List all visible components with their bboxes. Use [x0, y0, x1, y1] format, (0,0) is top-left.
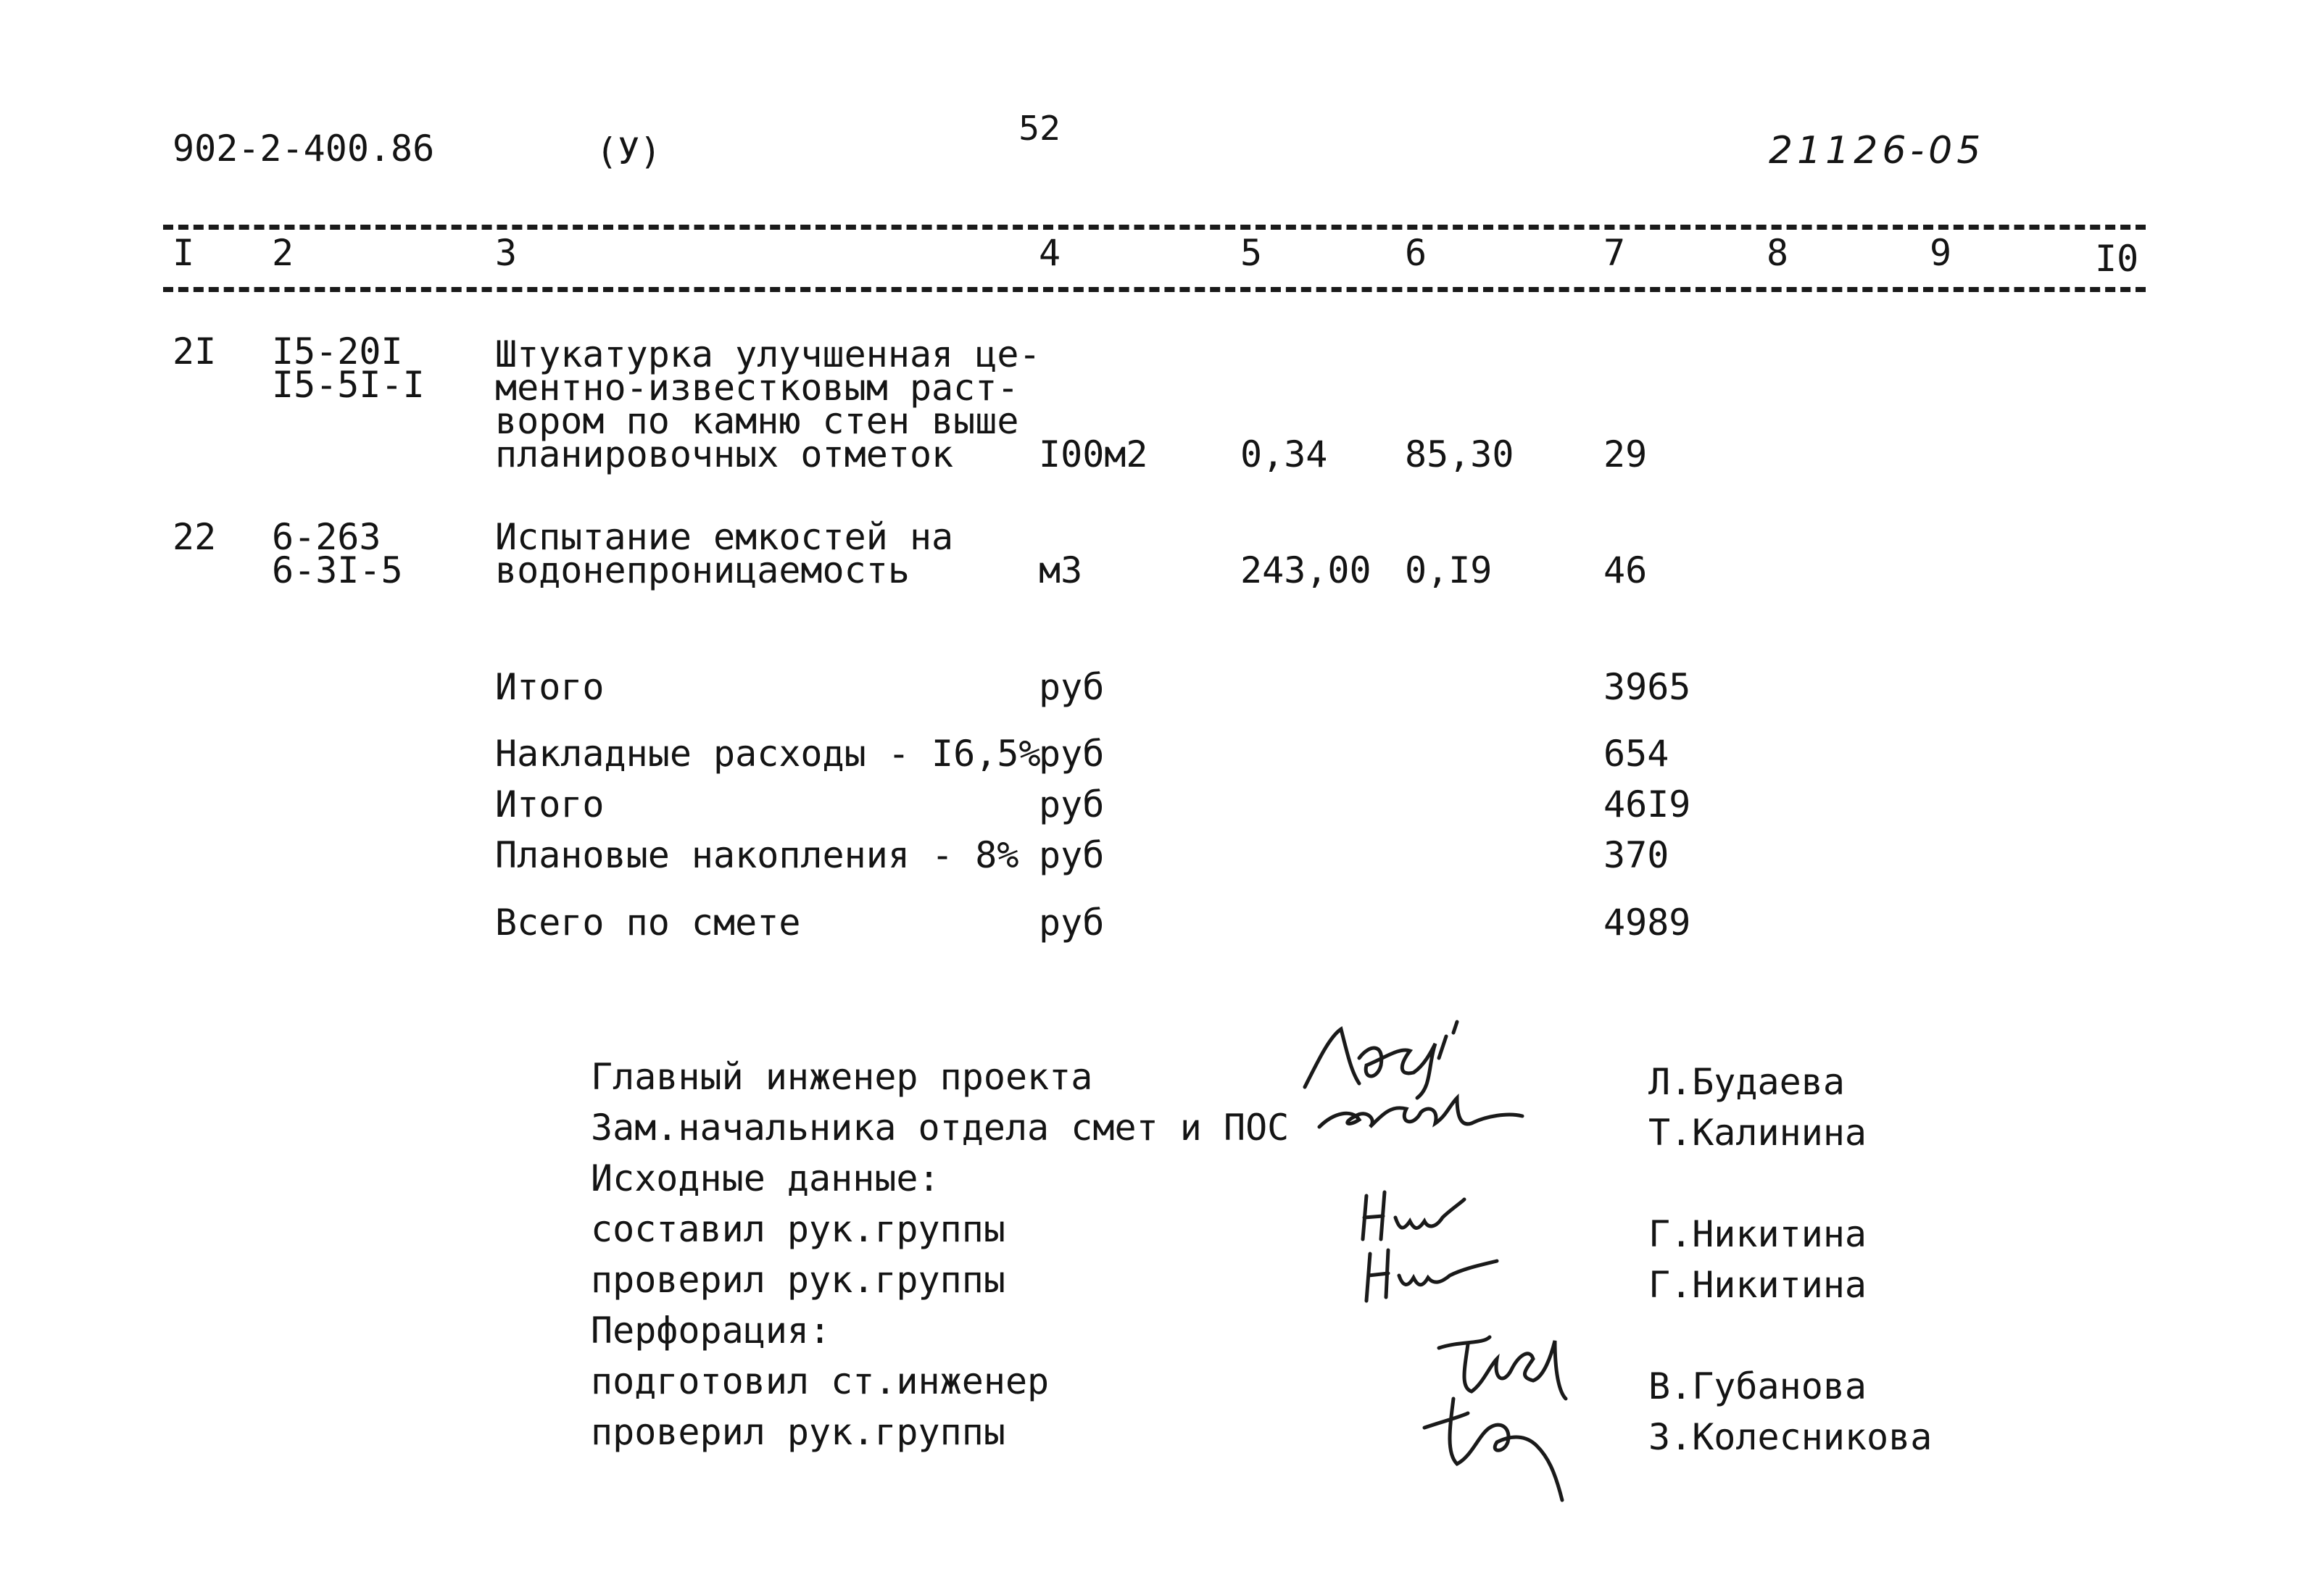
role-line: Главный инженер проекта [591, 1056, 1093, 1098]
column-header-9: 9 [1930, 232, 1952, 274]
column-header-10: I0 [2095, 238, 2139, 280]
total-label: Итого [495, 666, 605, 708]
page-number: 52 [1018, 109, 1061, 148]
column-header-5: 5 [1240, 232, 1263, 274]
column-header-8: 8 [1767, 232, 1789, 274]
signature-kalinina [1312, 1083, 1530, 1141]
total-label: Плановые накопления - 8% [495, 834, 1019, 876]
total-label: Итого [495, 783, 605, 825]
row-number: 2I [173, 330, 217, 373]
row-name-line: Испытание емкостей на [495, 516, 954, 558]
row-number: 22 [173, 516, 217, 558]
role-line: Исходные данные: [591, 1157, 940, 1199]
signature-gubanova-kolesnikova [1410, 1326, 1627, 1507]
row-unit: I00м2 [1039, 433, 1148, 475]
total-value: 46I9 [1603, 783, 1691, 825]
row-code: I5-20I [272, 330, 403, 373]
total-label: Накладные расходы - I6,5% [495, 733, 1041, 775]
signer-name: В.Губанова [1648, 1365, 1867, 1407]
total-unit: руб [1039, 733, 1105, 775]
document-note: (У) [596, 130, 662, 172]
total-value: 370 [1603, 834, 1669, 876]
total-label: Всего по смете [495, 902, 801, 944]
role-line: проверил рук.группы [591, 1259, 1005, 1301]
row-name-line: вором по камню стен выше [495, 400, 1019, 442]
role-line: проверил рук.группы [591, 1411, 1005, 1453]
column-header-7: 7 [1603, 232, 1626, 274]
total-unit: руб [1039, 902, 1105, 944]
row-price: 0,I9 [1405, 549, 1493, 591]
row-total: 46 [1603, 549, 1648, 591]
row-code: I5-5I-I [272, 364, 425, 406]
signer-name: Г.Никитина [1648, 1213, 1867, 1255]
signer-name: З.Колесникова [1648, 1416, 1933, 1458]
row-name-line: планировочных отметок [495, 433, 954, 475]
role-line: составил рук.группы [591, 1208, 1005, 1250]
row-code: 6-263 [272, 516, 381, 558]
signer-name: Г.Никитина [1648, 1264, 1867, 1306]
total-unit: руб [1039, 666, 1105, 708]
row-name-line: водонепроницаемость [495, 549, 910, 591]
row-unit: м3 [1039, 549, 1083, 591]
header-bottom-rule [163, 287, 2146, 292]
column-header-4: 4 [1039, 232, 1061, 274]
total-value: 4989 [1603, 902, 1691, 944]
total-value: 654 [1603, 733, 1669, 775]
total-unit: руб [1039, 834, 1105, 876]
signature-nikitina-2 [1356, 1243, 1501, 1308]
column-header-1: I [173, 232, 195, 274]
column-header-6: 6 [1405, 232, 1427, 274]
row-code: 6-3I-5 [272, 549, 403, 591]
column-header-2: 2 [272, 232, 294, 274]
role-line: Перфорация: [591, 1310, 831, 1352]
signer-name: Т.Калинина [1648, 1112, 1867, 1154]
row-name-line: Штукатурка улучшенная це- [495, 333, 1041, 375]
row-price: 85,30 [1405, 433, 1514, 475]
role-line: подготовил ст.инженер [591, 1360, 1050, 1402]
row-name-line: ментно-известковым раст- [495, 367, 1019, 409]
column-header-3: 3 [495, 232, 518, 274]
row-quantity: 243,00 [1240, 549, 1371, 591]
document-code: 902-2-400.86 [173, 128, 435, 170]
header-top-rule [163, 225, 2146, 230]
total-value: 3965 [1603, 666, 1691, 708]
row-total: 29 [1603, 433, 1648, 475]
total-unit: руб [1039, 783, 1105, 825]
role-line: Зам.начальника отдела смет и ПОС [591, 1107, 1290, 1149]
archive-code: 21126-05 [1769, 129, 1985, 172]
signer-name: Л.Будаева [1648, 1061, 1845, 1103]
signature-nikitina-1 [1356, 1189, 1472, 1247]
row-quantity: 0,34 [1240, 433, 1328, 475]
